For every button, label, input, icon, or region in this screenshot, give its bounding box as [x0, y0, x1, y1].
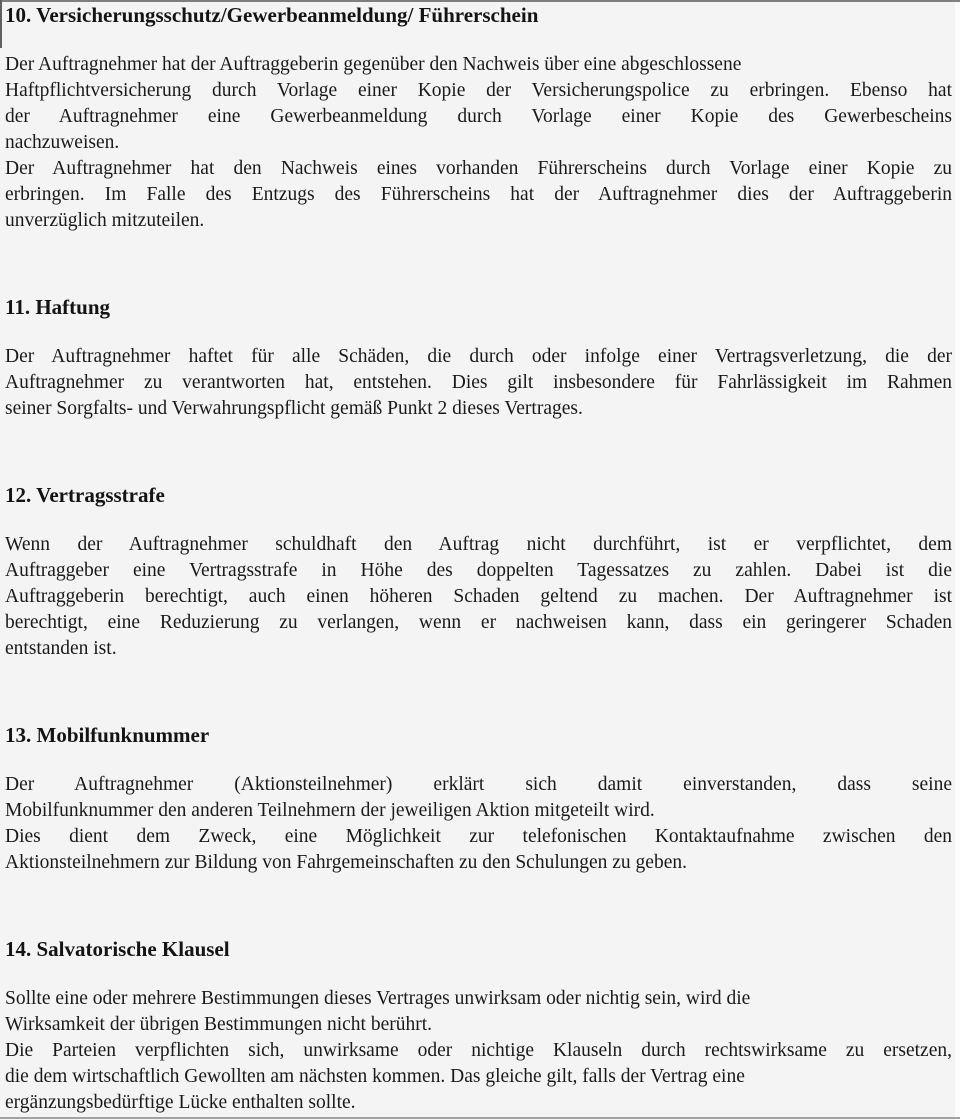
text-line: Der Auftragnehmer hat der Auftraggeberin gegenüber den Nachweis über eine abgeschlossene	[5, 54, 742, 75]
text-line: Der Auftragnehmer (Aktionsteilnehmer) erklärt sich damit einverstanden, dass seine	[5, 774, 952, 795]
section-heading: 14. Salvatorische Klausel	[5, 937, 230, 961]
text-line: unverzüglich mitzuteilen.	[5, 210, 205, 231]
section-13-mobilfunknummer	[5, 722, 952, 876]
section-heading: 12. Vertragsstrafe	[5, 483, 165, 507]
text-line: Die Parteien verpflichten sich, unwirksame oder nichtige Klauseln durch rechtswirksame zu ersetzen,	[5, 1040, 952, 1061]
text-line: entstanden ist.	[5, 638, 117, 659]
text-line: Dies dient dem Zweck, eine Möglichkeit zur telefonischen Kontaktaufnahme zwischen den	[5, 826, 952, 847]
text-line: der Auftragnehmer eine Gewerbeanmeldung durch Vorlage einer Kopie des Gewerbescheins	[5, 106, 952, 127]
section-10-versicherungsschutz	[5, 2, 952, 234]
section-body	[5, 986, 952, 1116]
section-14-salvatorische-klausel	[5, 936, 952, 1116]
text-line: berechtigt, eine Reduzierung zu verlangen, wenn er nachweisen kann, dass ein geringerer Schaden	[5, 612, 952, 633]
section-12-vertragsstrafe	[5, 482, 952, 662]
text-line: Wenn der Auftragnehmer schuldhaft den Auftrag nicht durchführt, ist er verpflichtet, dem	[5, 534, 952, 555]
text-line: Haftpflichtversicherung durch Vorlage einer Kopie der Versicherungspolice zu erbringen. Ebenso hat	[5, 80, 952, 101]
text-line: Mobilfunknummer den anderen Teilnehmern der jeweiligen Aktion mitgeteilt wird.	[5, 800, 655, 821]
text-line: seiner Sorgfalts- und Verwahrungspflicht gemäß Punkt 2 dieses Vertrages.	[5, 398, 583, 419]
section-heading: 11. Haftung	[5, 295, 111, 319]
section-body	[5, 52, 952, 234]
text-line: Sollte eine oder mehrere Bestimmungen dieses Vertrages unwirksam oder nichtig sein, wird die	[5, 988, 751, 1009]
paragraph	[5, 772, 952, 824]
text-line: erbringen. Im Falle des Entzugs des Führerscheins hat der Auftragnehmer dies der Auftraggeberin	[5, 184, 952, 205]
text-line: Auftragnehmer zu verantworten hat, entstehen. Dies gilt insbesondere für Fahrlässigkeit im Rahmen	[5, 372, 952, 393]
section-body	[5, 772, 952, 876]
paragraph	[5, 532, 952, 662]
text-line: Auftraggeber eine Vertragsstrafe in Höhe des doppelten Tagessatzes zu zahlen. Dabei ist die	[5, 560, 952, 581]
text-line: Der Auftragnehmer haftet für alle Schäden, die durch oder infolge einer Vertragsverletzung, die der	[5, 346, 952, 367]
section-heading: 13. Mobilfunknummer	[5, 723, 210, 747]
text-line: ergänzungsbedürftige Lücke enthalten sollte.	[5, 1092, 356, 1113]
paragraph	[5, 824, 952, 876]
text-line: die dem wirtschaftlich Gewollten am nächsten kommen. Das gleiche gilt, falls der Vertrag eine	[5, 1066, 745, 1087]
scan-edge-left	[0, 0, 2, 48]
paragraph	[5, 344, 952, 422]
section-body	[5, 532, 952, 662]
text-line: Auftraggeberin berechtigt, auch einen höheren Schaden geltend zu machen. Der Auftragnehmer ist	[5, 586, 952, 607]
section-body	[5, 344, 952, 422]
text-line: Aktionsteilnehmern zur Bildung von Fahrgemeinschaften zu den Schulungen zu geben.	[5, 852, 687, 873]
text-line: Der Auftragnehmer hat den Nachweis eines vorhanden Führerscheins durch Vorlage einer Kopie zu	[5, 158, 952, 179]
section-11-haftung	[5, 294, 952, 422]
scan-edge-bottom	[0, 1117, 960, 1119]
paragraph	[5, 52, 952, 156]
text-line: Wirksamkeit der übrigen Bestimmungen nicht berührt.	[5, 1014, 433, 1035]
paragraph	[5, 986, 952, 1038]
section-heading: 10. Versicherungsschutz/Gewerbeanmeldung/ Führerschein	[5, 3, 539, 27]
scan-edge-top	[0, 0, 960, 2]
paragraph	[5, 156, 952, 234]
paragraph	[5, 1038, 952, 1116]
text-line: nachzuweisen.	[5, 132, 120, 153]
